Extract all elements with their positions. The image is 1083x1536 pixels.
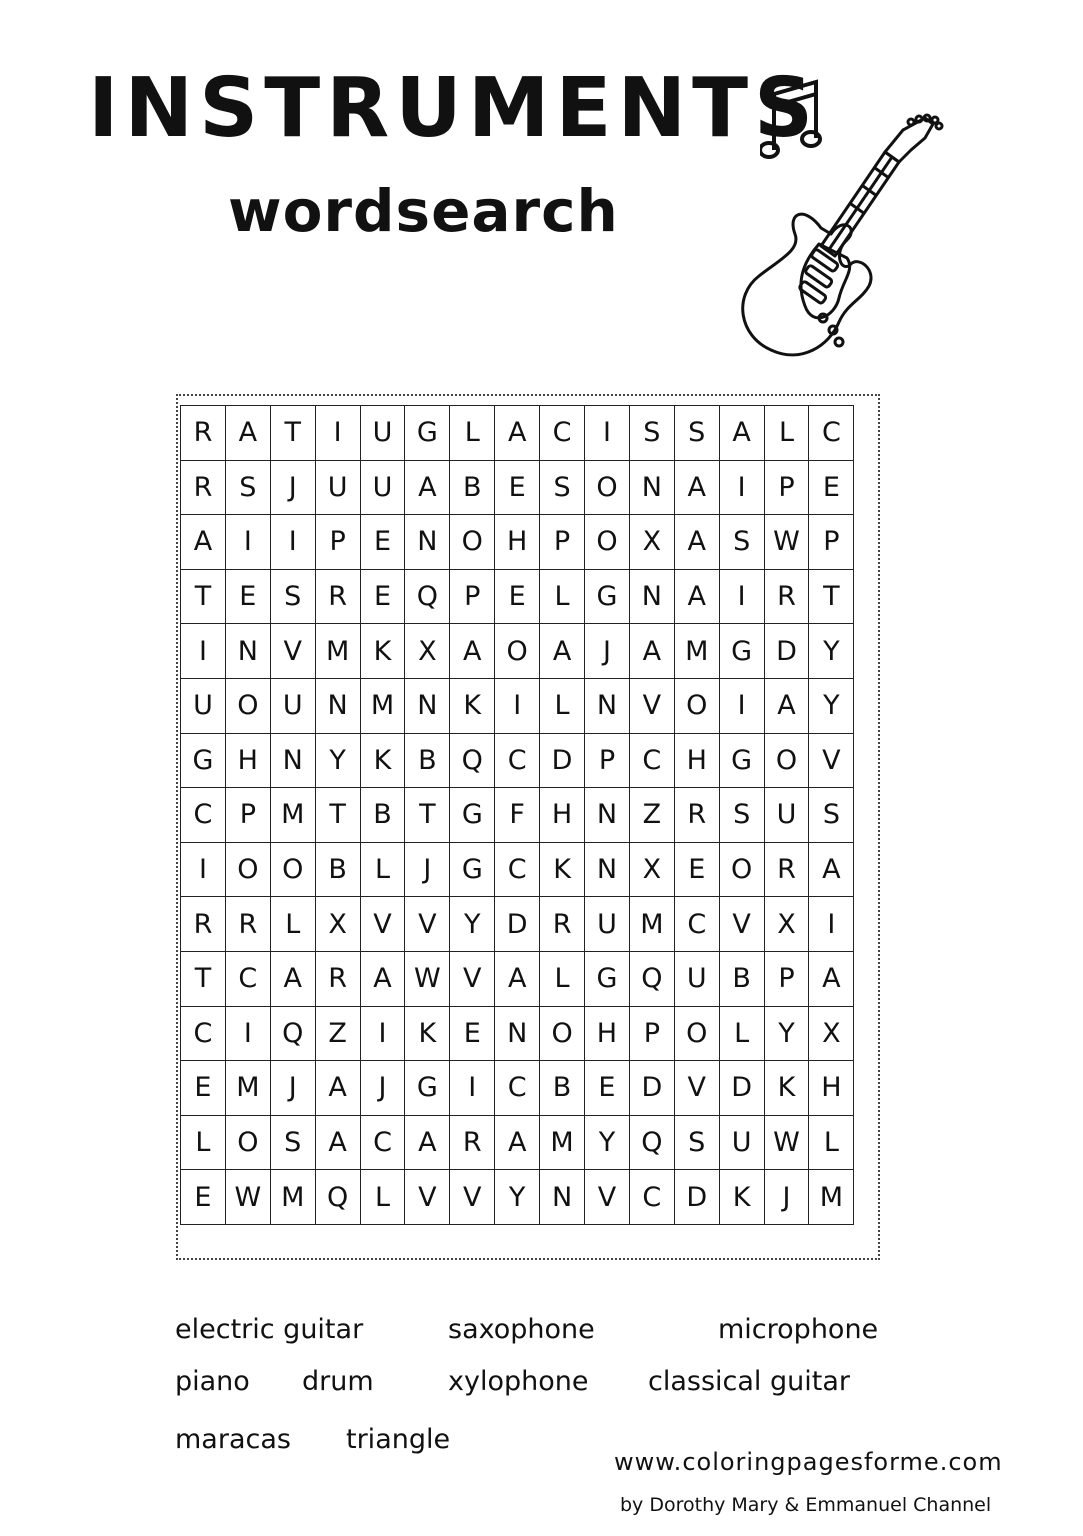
grid-cell: C — [674, 897, 719, 952]
grid-cell: H — [585, 1006, 630, 1061]
grid-cell: M — [270, 1170, 315, 1225]
grid-cell: R — [540, 897, 585, 952]
grid-cell: A — [495, 951, 540, 1006]
grid-cell: K — [764, 1061, 809, 1116]
grid-cell: H — [225, 733, 270, 788]
word-list-item: microphone — [718, 1314, 879, 1345]
grid-row — [181, 406, 854, 461]
word-list-item: xylophone — [448, 1366, 589, 1397]
grid-cell: S — [674, 406, 719, 461]
grid-cell: C — [225, 951, 270, 1006]
grid-cell: Y — [764, 1006, 809, 1061]
grid-cell: O — [585, 460, 630, 515]
grid-cell: L — [181, 1115, 226, 1170]
grid-cell: R — [764, 569, 809, 624]
grid-cell: E — [674, 842, 719, 897]
grid-cell: R — [315, 951, 360, 1006]
grid-cell: L — [360, 842, 405, 897]
grid-cell: L — [764, 406, 809, 461]
wordsearch-grid — [180, 405, 854, 1225]
grid-cell: G — [719, 733, 764, 788]
grid-cell: D — [764, 624, 809, 679]
grid-cell: S — [225, 460, 270, 515]
grid-row — [181, 788, 854, 843]
word-list-item: piano — [175, 1366, 250, 1397]
grid-row — [181, 1006, 854, 1061]
grid-cell: A — [270, 951, 315, 1006]
grid-cell: N — [585, 678, 630, 733]
grid-cell: T — [315, 788, 360, 843]
grid-cell: A — [719, 406, 764, 461]
grid-cell: I — [495, 678, 540, 733]
grid-cell: T — [405, 788, 450, 843]
grid-cell: L — [360, 1170, 405, 1225]
grid-cell: M — [674, 624, 719, 679]
grid-cell: C — [629, 733, 674, 788]
grid-cell: V — [450, 951, 495, 1006]
word-list-item: triangle — [346, 1424, 451, 1455]
grid-cell: O — [225, 842, 270, 897]
grid-cell: D — [495, 897, 540, 952]
grid-cell: L — [719, 1006, 764, 1061]
grid-cell: A — [809, 951, 854, 1006]
grid-cell: I — [225, 1006, 270, 1061]
grid-cell: R — [315, 569, 360, 624]
grid-cell: A — [495, 1115, 540, 1170]
grid-cell: J — [405, 842, 450, 897]
grid-cell: C — [495, 842, 540, 897]
grid-cell: R — [181, 897, 226, 952]
grid-cell: A — [405, 460, 450, 515]
grid-cell: O — [585, 515, 630, 570]
grid-cell: M — [225, 1061, 270, 1116]
grid-cell: Z — [629, 788, 674, 843]
grid-cell: S — [674, 1115, 719, 1170]
grid-cell: M — [540, 1115, 585, 1170]
grid-cell: A — [181, 515, 226, 570]
grid-cell: Q — [450, 733, 495, 788]
grid-cell: G — [450, 788, 495, 843]
grid-cell: A — [540, 624, 585, 679]
grid-cell: J — [270, 460, 315, 515]
grid-cell: X — [809, 1006, 854, 1061]
grid-cell: N — [405, 678, 450, 733]
grid-cell: T — [809, 569, 854, 624]
grid-cell: M — [315, 624, 360, 679]
grid-row — [181, 460, 854, 515]
grid-cell: S — [719, 788, 764, 843]
grid-cell: N — [405, 515, 450, 570]
grid-cell: D — [629, 1061, 674, 1116]
grid-row — [181, 1115, 854, 1170]
grid-row — [181, 1061, 854, 1116]
grid-cell: D — [719, 1061, 764, 1116]
grid-cell: W — [405, 951, 450, 1006]
grid-cell: I — [719, 678, 764, 733]
grid-cell: O — [719, 842, 764, 897]
grid-cell: N — [585, 788, 630, 843]
grid-cell: B — [450, 460, 495, 515]
grid-cell: B — [540, 1061, 585, 1116]
grid-cell: G — [719, 624, 764, 679]
grid-cell: U — [674, 951, 719, 1006]
grid-cell: I — [270, 515, 315, 570]
grid-cell: I — [585, 406, 630, 461]
grid-row — [181, 678, 854, 733]
grid-cell: N — [629, 569, 674, 624]
grid-cell: E — [495, 460, 540, 515]
grid-cell: Y — [315, 733, 360, 788]
grid-cell: K — [540, 842, 585, 897]
grid-cell: N — [540, 1170, 585, 1225]
grid-cell: P — [540, 515, 585, 570]
grid-cell: G — [181, 733, 226, 788]
grid-cell: A — [674, 515, 719, 570]
grid-cell: U — [181, 678, 226, 733]
grid-cell: O — [764, 733, 809, 788]
grid-cell: V — [270, 624, 315, 679]
grid-cell: Y — [450, 897, 495, 952]
grid-cell: O — [674, 678, 719, 733]
grid-cell: C — [495, 1061, 540, 1116]
grid-cell: V — [719, 897, 764, 952]
grid-cell: P — [315, 515, 360, 570]
grid-cell: W — [764, 1115, 809, 1170]
grid-cell: S — [629, 406, 674, 461]
grid-cell: U — [315, 460, 360, 515]
grid-cell: X — [405, 624, 450, 679]
grid-cell: X — [629, 842, 674, 897]
grid-cell: Q — [315, 1170, 360, 1225]
grid-cell: N — [495, 1006, 540, 1061]
grid-cell: G — [585, 951, 630, 1006]
grid-cell: I — [719, 460, 764, 515]
grid-cell: R — [450, 1115, 495, 1170]
grid-cell: R — [674, 788, 719, 843]
grid-row — [181, 569, 854, 624]
grid-cell: Q — [629, 951, 674, 1006]
grid-cell: A — [315, 1061, 360, 1116]
grid-cell: E — [809, 460, 854, 515]
grid-cell: Z — [315, 1006, 360, 1061]
grid-cell: J — [360, 1061, 405, 1116]
grid-cell: U — [270, 678, 315, 733]
grid-cell: C — [495, 733, 540, 788]
grid-cell: Q — [270, 1006, 315, 1061]
grid-cell: O — [225, 678, 270, 733]
grid-cell: J — [270, 1061, 315, 1116]
grid-cell: M — [629, 897, 674, 952]
electric-guitar-icon — [735, 110, 950, 370]
grid-cell: I — [809, 897, 854, 952]
grid-cell: C — [181, 1006, 226, 1061]
grid-cell: B — [719, 951, 764, 1006]
grid-cell: V — [585, 1170, 630, 1225]
grid-cell: D — [674, 1170, 719, 1225]
grid-cell: J — [764, 1170, 809, 1225]
grid-row — [181, 624, 854, 679]
grid-cell: V — [674, 1061, 719, 1116]
grid-cell: A — [674, 460, 719, 515]
grid-cell: U — [360, 460, 405, 515]
grid-cell: I — [450, 1061, 495, 1116]
grid-cell: Y — [809, 624, 854, 679]
grid-cell: U — [719, 1115, 764, 1170]
grid-cell: I — [181, 842, 226, 897]
grid-cell: X — [315, 897, 360, 952]
grid-cell: O — [540, 1006, 585, 1061]
grid-cell: P — [629, 1006, 674, 1061]
word-list-item: electric guitar — [175, 1314, 364, 1345]
grid-cell: N — [585, 842, 630, 897]
grid-cell: E — [181, 1061, 226, 1116]
grid-cell: E — [495, 569, 540, 624]
grid-cell: R — [225, 897, 270, 952]
grid-cell: O — [450, 515, 495, 570]
author-credit: by Dorothy Mary & Emmanuel Channel — [620, 1494, 992, 1516]
grid-cell: K — [405, 1006, 450, 1061]
grid-cell: V — [629, 678, 674, 733]
grid-cell: S — [719, 515, 764, 570]
grid-cell: P — [764, 460, 809, 515]
grid-row — [181, 1170, 854, 1225]
grid-cell: M — [270, 788, 315, 843]
grid-row — [181, 951, 854, 1006]
grid-cell: T — [270, 406, 315, 461]
grid-cell: A — [360, 951, 405, 1006]
grid-cell: D — [540, 733, 585, 788]
grid-cell: M — [360, 678, 405, 733]
grid-cell: H — [540, 788, 585, 843]
grid-cell: E — [181, 1170, 226, 1225]
grid-cell: S — [270, 569, 315, 624]
grid-cell: R — [764, 842, 809, 897]
grid-cell: N — [315, 678, 360, 733]
grid-cell: G — [405, 1061, 450, 1116]
grid-cell: T — [181, 951, 226, 1006]
grid-cell: S — [540, 460, 585, 515]
grid-cell: X — [629, 515, 674, 570]
grid-cell: L — [450, 406, 495, 461]
grid-cell: E — [360, 515, 405, 570]
grid-cell: P — [809, 515, 854, 570]
grid-cell: S — [809, 788, 854, 843]
grid-cell: I — [719, 569, 764, 624]
grid-cell: C — [629, 1170, 674, 1225]
grid-cell: V — [360, 897, 405, 952]
grid-cell: V — [809, 733, 854, 788]
grid-cell: F — [495, 788, 540, 843]
grid-cell: O — [495, 624, 540, 679]
grid-cell: I — [360, 1006, 405, 1061]
grid-cell: L — [270, 897, 315, 952]
grid-cell: Q — [629, 1115, 674, 1170]
grid-cell: W — [764, 515, 809, 570]
grid-cell: U — [764, 788, 809, 843]
grid-row — [181, 897, 854, 952]
grid-cell: K — [360, 733, 405, 788]
grid-cell: V — [405, 897, 450, 952]
grid-cell: R — [181, 460, 226, 515]
grid-cell: P — [764, 951, 809, 1006]
word-list-item: maracas — [175, 1424, 291, 1455]
grid-cell: R — [181, 406, 226, 461]
grid-cell: E — [225, 569, 270, 624]
grid-cell: A — [495, 406, 540, 461]
grid-cell: O — [674, 1006, 719, 1061]
page-title: INSTRUMENTS — [88, 61, 820, 156]
grid-cell: B — [360, 788, 405, 843]
grid-cell: U — [360, 406, 405, 461]
grid-cell: A — [315, 1115, 360, 1170]
grid-cell: K — [719, 1170, 764, 1225]
word-list-item: saxophone — [448, 1314, 595, 1345]
grid-cell: E — [450, 1006, 495, 1061]
grid-cell: E — [360, 569, 405, 624]
grid-cell: L — [540, 951, 585, 1006]
grid-cell: I — [181, 624, 226, 679]
grid-cell: T — [181, 569, 226, 624]
grid-cell: Y — [495, 1170, 540, 1225]
grid-cell: C — [540, 406, 585, 461]
grid-row — [181, 733, 854, 788]
grid-cell: M — [809, 1170, 854, 1225]
word-list-item: drum — [302, 1366, 374, 1397]
grid-cell: W — [225, 1170, 270, 1225]
grid-cell: V — [450, 1170, 495, 1225]
grid-cell: S — [270, 1115, 315, 1170]
grid-cell: A — [809, 842, 854, 897]
grid-cell: J — [585, 624, 630, 679]
grid-cell: G — [585, 569, 630, 624]
grid-cell: L — [540, 678, 585, 733]
grid-cell: I — [225, 515, 270, 570]
grid-cell: C — [360, 1115, 405, 1170]
grid-cell: L — [809, 1115, 854, 1170]
grid-cell: L — [540, 569, 585, 624]
grid-cell: X — [764, 897, 809, 952]
grid-cell: O — [225, 1115, 270, 1170]
grid-cell: H — [809, 1061, 854, 1116]
grid-cell: H — [674, 733, 719, 788]
grid-cell: P — [450, 569, 495, 624]
grid-cell: N — [270, 733, 315, 788]
grid-row — [181, 515, 854, 570]
grid-cell: B — [315, 842, 360, 897]
grid-cell: A — [629, 624, 674, 679]
grid-cell: A — [405, 1115, 450, 1170]
grid-cell: A — [225, 406, 270, 461]
grid-cell: G — [405, 406, 450, 461]
grid-cell: U — [585, 897, 630, 952]
grid-cell: H — [495, 515, 540, 570]
grid-row — [181, 842, 854, 897]
grid-cell: C — [181, 788, 226, 843]
website-url: www.coloringpagesforme.com — [614, 1448, 1003, 1476]
grid-cell: G — [450, 842, 495, 897]
grid-cell: K — [360, 624, 405, 679]
grid-cell: A — [450, 624, 495, 679]
grid-cell: C — [809, 406, 854, 461]
grid-cell: I — [315, 406, 360, 461]
grid-cell: Q — [405, 569, 450, 624]
grid-cell: N — [225, 624, 270, 679]
grid-cell: Y — [809, 678, 854, 733]
grid-cell: K — [450, 678, 495, 733]
grid-cell: P — [585, 733, 630, 788]
page-subtitle: wordsearch — [228, 177, 619, 245]
grid-cell: V — [405, 1170, 450, 1225]
grid-cell: N — [629, 460, 674, 515]
grid-cell: E — [585, 1061, 630, 1116]
grid-cell: Y — [585, 1115, 630, 1170]
grid-cell: A — [674, 569, 719, 624]
grid-cell: B — [405, 733, 450, 788]
grid-cell: P — [225, 788, 270, 843]
grid-cell: O — [270, 842, 315, 897]
grid-cell: A — [764, 678, 809, 733]
word-list-item: classical guitar — [648, 1366, 850, 1397]
